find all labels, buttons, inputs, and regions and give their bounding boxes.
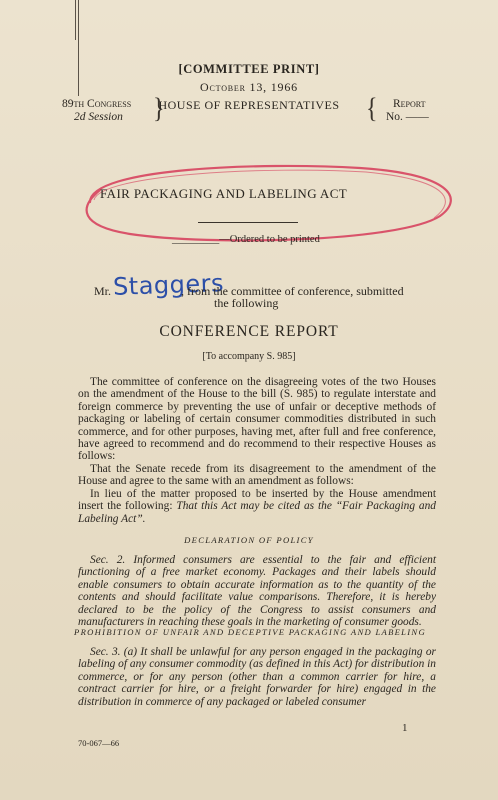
report-heading: CONFERENCE REPORT	[159, 323, 339, 340]
page-number: 1	[402, 722, 408, 734]
body-paragraph-2: That the Senate recede from its disagreement to the amendment of the House and agree to the same with an amendment as follows:	[78, 463, 436, 488]
section-3-title: PROHIBITION OF UNFAIR AND DECEPTIVE PACKAGING AND LABELING	[74, 627, 426, 637]
congress-label: 89th Congress	[62, 98, 132, 110]
right-brace: {	[366, 93, 378, 125]
chamber-label: HOUSE OF REPRESENTATIVES	[158, 98, 340, 112]
submitter-prefix: Mr.	[94, 284, 112, 298]
session-label: 2d Session	[74, 111, 123, 123]
short-title-text: That this Act may be cited as the “Fair Packaging and Labeling Act”.	[78, 500, 436, 525]
section-3-text: Sec. 3. (a) It shall be unlawful for any person engaged in the packaging or labeling of any consumer commodity (as defined in this Act) for distribution in commerce, or for any person (other than a common carrier for hire, a contract carrier for hire, or a freight forwarder for hire) engaged in the distribution in commerce of any packaged or labeled consumer	[78, 646, 436, 708]
print-code: 70-067—66	[78, 738, 120, 748]
body-paragraph-1: The committee of conference on the disagreeing votes of the two Houses on the amendment of the House to the bill (S. 985) to regulate interstate and foreign commerce by preventing the use of unfair or deceptive methods of packaging or labeling of certain consumer commodities distributed in such commerce, and for other purposes, having met, after full and free conference, have agreed to recommend and do recommend to their respective Houses as follows:	[78, 376, 436, 463]
section-2-title: DECLARATION OF POLICY	[184, 535, 314, 545]
paragraph-3-text: In lieu of the matter proposed to be inserted by the House amendment insert the following:	[78, 488, 436, 513]
committee-print-label: [COMMITTEE PRINT]	[178, 62, 320, 76]
submitter-line-2: the following	[214, 296, 279, 310]
divider-rule	[198, 222, 298, 223]
ordered-to-print: _________—Ordered to be printed	[172, 234, 320, 245]
handwritten-signature: Staggers	[112, 269, 225, 301]
accompany-line: [To accompany S. 985]	[202, 351, 296, 362]
left-brace: }	[153, 93, 165, 125]
fold-mark	[75, 0, 76, 40]
report-number: No. ——	[386, 111, 429, 123]
act-title: FAIR PACKAGING AND LABELING ACT	[100, 186, 348, 201]
body-paragraph-3	[78, 488, 436, 525]
section-2-text: Sec. 2. Informed consumers are essential to the fair and efficient functioning of a free market economy. Packages and their labels should enable consumers to obtain accurate information as to the quantity of the contents and should facilitate value comparisons. Therefore, it is hereby declared to be the policy of the Congress to assist consumers and manufacturers in reaching these goals in the marketing of consumer goods.	[78, 554, 436, 629]
report-label: Report	[393, 98, 426, 110]
submitter-line-1: , from the committee of conference, submitted	[181, 284, 404, 298]
date-line: October 13, 1966	[200, 80, 298, 94]
